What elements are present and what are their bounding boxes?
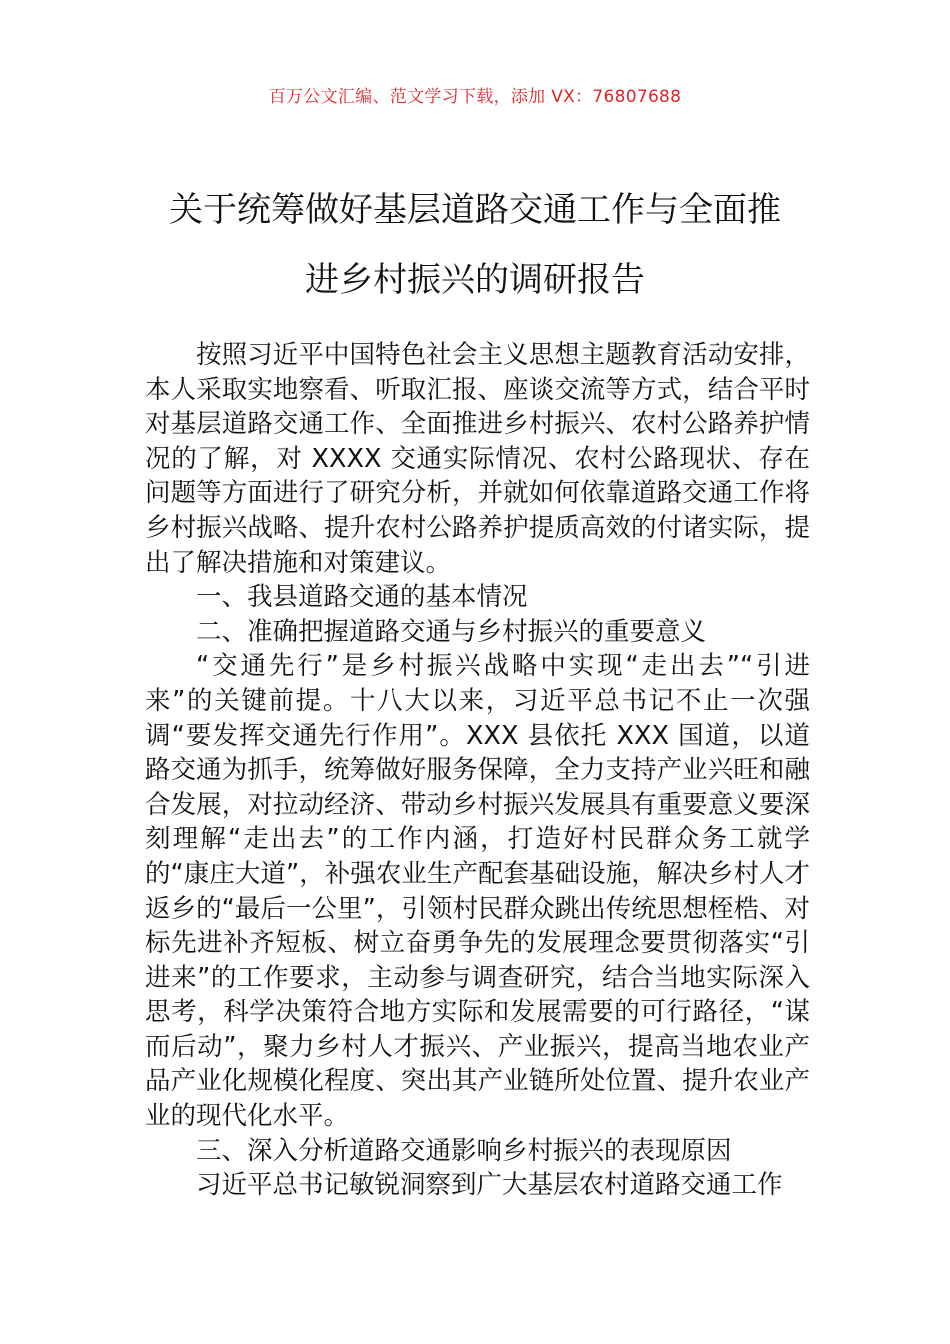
title-line-1: 关于统筹做好基层道路交通工作与全面推 [169,190,781,230]
body-paragraph-continued: 习近平总书记敏锐洞察到广大基层农村道路交通工作 [196,1170,783,1201]
document-body [145,338,810,1203]
watermark-header: 百万公文汇编、范文学习下载，添加 VX：76807688 [268,87,682,107]
document-title [120,175,830,315]
body-paragraph-transport-first: “交通先行”是乡村振兴战略中实现“走出去”“引进来”的关键前提。十八大以来，习近平总书记不止一次强调“要发挥交通先行作用”。XXX 县依托 XXX 国道，以道路交通为抓手，统筹做好服务保障，全力支持产业兴旺和融合发展，对拉动经济、带动乡村振兴发展具有重要意义要深刻理解“走出去”的工作内涵，打造好村民群众务工就学的“康庄大道”，补强农业生产配套基础设施，解决乡村人才返乡的“最后一公里”，引领村民群众跳出传统思想桎梏、对标先进补齐短板、树立奋勇争先的发展理念要贯彻落实“引进来”的工作要求，主动参与调查研究，结合当地实际深入思考，科学决策符合地方实际和发展需要的可行路径，“谋而后动”，聚力乡村人才振兴、产业振兴，提高当地农业产品产业化规模化程度、突出其产业链所处位置、提升农业产业的现代化水平。 [145,651,810,1132]
title-line-2: 进乡村振兴的调研报告 [305,260,645,300]
section-heading-1: 一、我县道路交通的基本情况 [196,582,528,613]
section-heading-2: 二、准确把握道路交通与乡村振兴的重要意义 [196,616,707,647]
intro-paragraph: 按照习近平中国特色社会主义思想主题教育活动安排，本人采取实地察看、听取汇报、座谈交流等方式，结合平时对基层道路交通工作、全面推进乡村振兴、农村公路养护情况的了解，对 XXXX 交通实际情况、农村公路现状、存在问题等方面进行了研究分析，并就如何依靠道路交通工作将乡村振兴战略、提升农村公路养护提质高效的付诸实际，提出了解决措施和对策建议。 [145,340,810,578]
section-heading-3: 三、深入分析道路交通影响乡村振兴的表现原因 [196,1135,732,1166]
